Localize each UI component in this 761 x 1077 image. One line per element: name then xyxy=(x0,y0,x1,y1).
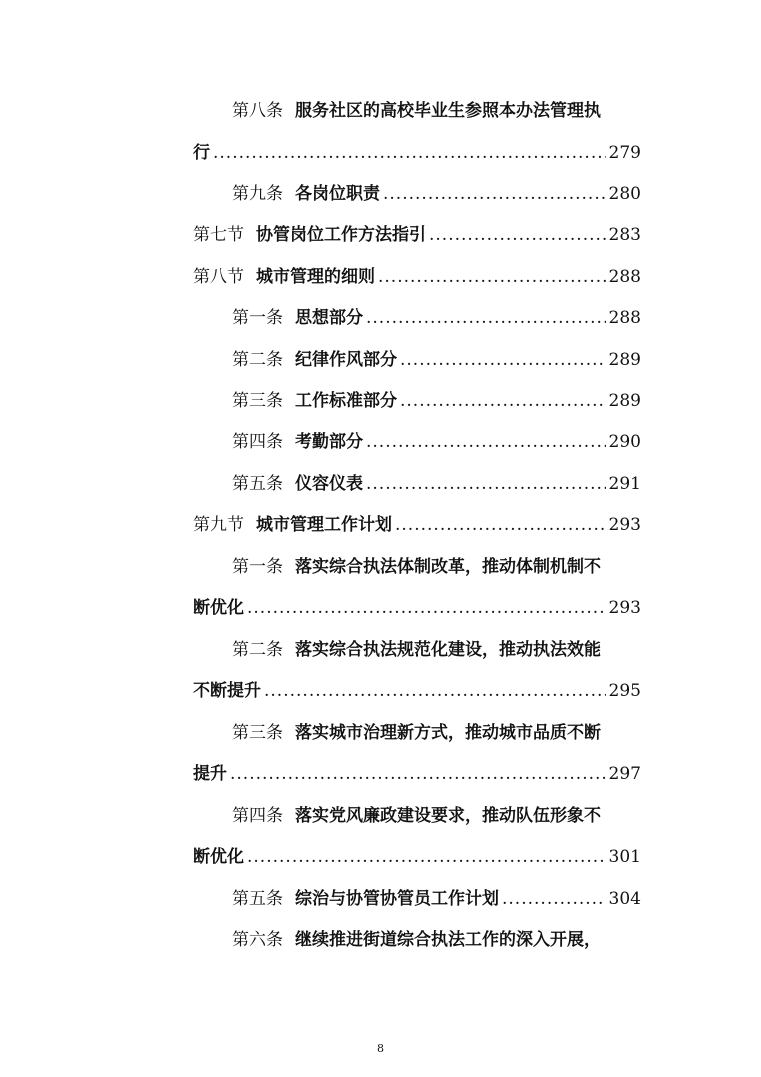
toc-entry[interactable] xyxy=(193,593,641,619)
toc-entry[interactable] xyxy=(232,303,641,329)
toc-entry-label: 第九节 xyxy=(193,515,244,535)
toc-entry[interactable] xyxy=(193,759,641,785)
dot-leader xyxy=(366,307,606,329)
toc-entry[interactable] xyxy=(232,801,642,827)
toc-entry-label: 第三条 xyxy=(232,391,283,411)
toc-entry-label: 第二条 xyxy=(232,640,283,660)
toc-entry-page: 291 xyxy=(608,474,641,494)
toc-entry-title: 断优化 xyxy=(193,598,244,618)
dot-leader xyxy=(230,763,606,785)
toc-entry-title: 城市管理工作计划 xyxy=(256,515,392,535)
toc-entry-label: 第一条 xyxy=(232,557,283,577)
toc-entry-page: 295 xyxy=(608,681,641,701)
toc-entry-page: 288 xyxy=(608,267,641,287)
toc-entry-label: 第四条 xyxy=(232,432,283,452)
page-number: 8 xyxy=(377,1042,384,1055)
toc-entry-label: 第八节 xyxy=(193,267,244,287)
toc-entry-title: 行 xyxy=(193,143,210,163)
dot-leader xyxy=(400,349,606,371)
dot-leader xyxy=(395,514,606,536)
toc-entry-label: 第五条 xyxy=(232,889,283,909)
dot-leader xyxy=(247,597,606,619)
toc-entry[interactable] xyxy=(232,345,641,371)
dot-leader xyxy=(213,142,606,164)
toc-entry-title: 各岗位职责 xyxy=(295,184,380,204)
toc-entry-label: 第九条 xyxy=(232,184,283,204)
toc-entry-page: 290 xyxy=(608,432,641,452)
toc-entry-page: 279 xyxy=(608,143,641,163)
toc-entry-label: 第三条 xyxy=(232,723,283,743)
toc-entry-label: 第七节 xyxy=(193,225,244,245)
toc-entry-title: 继续推进街道综合执法工作的深入开展， xyxy=(295,930,601,950)
toc-entry[interactable] xyxy=(193,676,641,702)
dot-leader xyxy=(264,680,606,702)
toc-entry[interactable] xyxy=(193,262,641,288)
dot-leader xyxy=(383,183,606,205)
toc-entry-title: 断优化 xyxy=(193,847,244,867)
toc-entry-title: 落实综合执法体制改革，推动体制机制不 xyxy=(295,557,601,577)
toc-entry[interactable] xyxy=(232,386,641,412)
toc-entry-page: 293 xyxy=(608,598,641,618)
dot-leader xyxy=(247,846,606,868)
toc-entry-label: 第一条 xyxy=(232,308,283,328)
toc-entry[interactable] xyxy=(232,427,641,453)
toc-entry-label: 第八条 xyxy=(232,101,283,121)
dot-leader xyxy=(378,266,606,288)
dot-leader xyxy=(400,390,606,412)
toc-entry-title: 落实城市治理新方式，推动城市品质不断 xyxy=(295,723,601,743)
toc-entry-page: 283 xyxy=(608,225,641,245)
toc-entry-title: 思想部分 xyxy=(295,308,363,328)
toc-entry-title: 工作标准部分 xyxy=(295,391,397,411)
toc-entry[interactable] xyxy=(193,220,641,246)
toc-entry-page: 297 xyxy=(608,764,641,784)
dot-leader xyxy=(502,888,606,910)
dot-leader xyxy=(429,224,606,246)
toc-entry[interactable] xyxy=(193,842,641,868)
toc-entry-page: 293 xyxy=(608,515,641,535)
toc-entry-title: 城市管理的细则 xyxy=(256,267,375,287)
toc-entry-title: 仪容仪表 xyxy=(295,474,363,494)
toc-entry-page: 289 xyxy=(608,350,641,370)
dot-leader xyxy=(366,431,606,453)
toc-entry-title: 不断提升 xyxy=(193,681,261,701)
toc-entry[interactable] xyxy=(232,884,641,910)
toc-entry-label: 第二条 xyxy=(232,350,283,370)
toc-entry-page: 289 xyxy=(608,391,641,411)
toc-entry-page: 304 xyxy=(608,889,641,909)
toc-entry-page: 280 xyxy=(608,184,641,204)
toc-entry[interactable] xyxy=(193,510,641,536)
toc-entry-title: 纪律作风部分 xyxy=(295,350,397,370)
toc-entry[interactable] xyxy=(232,96,642,122)
toc-entry-title: 服务社区的高校毕业生参照本办法管理执 xyxy=(295,101,601,121)
toc-entry-title: 考勤部分 xyxy=(295,432,363,452)
toc-entry-label: 第六条 xyxy=(232,930,283,950)
toc-entry-label: 第四条 xyxy=(232,806,283,826)
toc-entry-title: 协管岗位工作方法指引 xyxy=(256,225,426,245)
toc-entry-page: 301 xyxy=(608,847,641,867)
toc-entry-title: 综治与协管协管员工作计划 xyxy=(295,889,499,909)
toc-entry[interactable] xyxy=(232,552,642,578)
toc-entry[interactable] xyxy=(193,138,641,164)
toc-entry-title: 落实党风廉政建设要求，推动队伍形象不 xyxy=(295,806,601,826)
toc-entry-label: 第五条 xyxy=(232,474,283,494)
toc-entry[interactable] xyxy=(232,469,641,495)
toc-entry-page: 288 xyxy=(608,308,641,328)
toc-entry[interactable] xyxy=(232,718,642,744)
toc-entry-title: 落实综合执法规范化建设，推动执法效能 xyxy=(295,640,601,660)
dot-leader xyxy=(366,473,606,495)
toc-entry[interactable] xyxy=(232,635,642,661)
toc-entry[interactable] xyxy=(232,925,642,951)
toc-entry[interactable] xyxy=(232,179,641,205)
toc-entry-title: 提升 xyxy=(193,764,227,784)
